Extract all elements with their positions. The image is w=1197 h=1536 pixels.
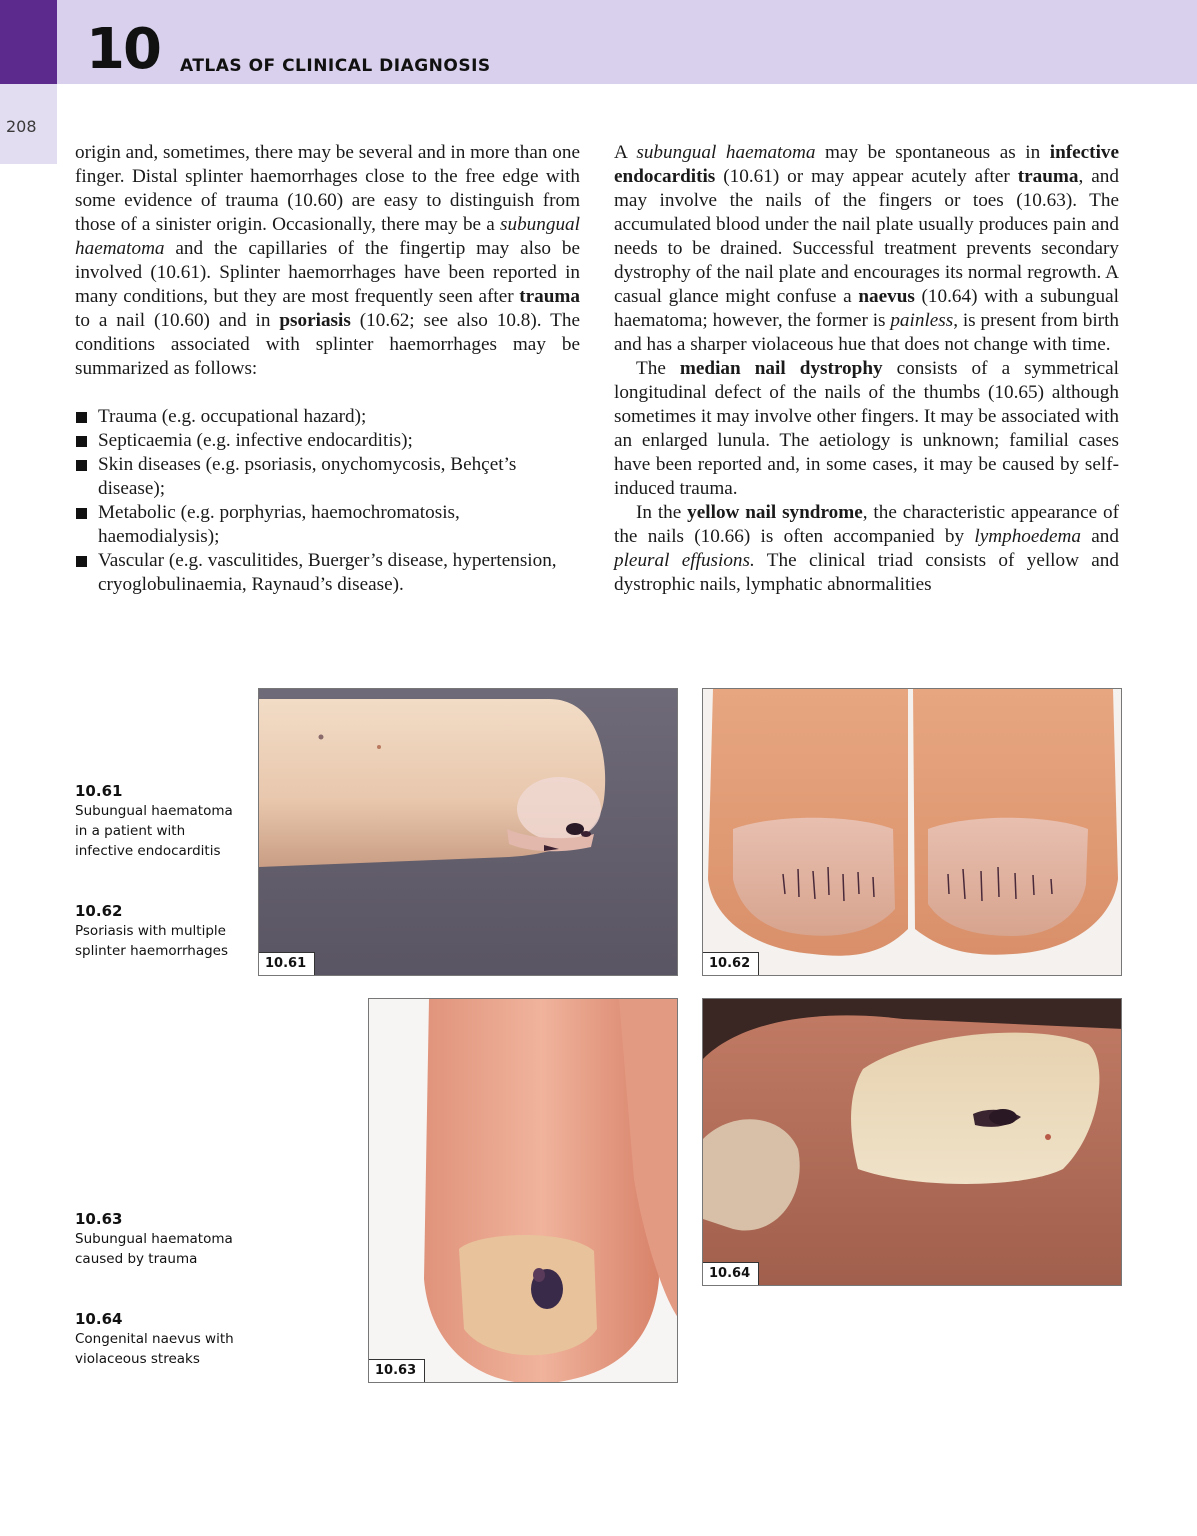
list-item: Skin diseases (e.g. psoriasis, onychomycosis, Behçet’s disease); (75, 453, 580, 501)
chapter-title: ATLAS OF CLINICAL DIAGNOSIS (180, 56, 491, 76)
list-item: Metabolic (e.g. porphyrias, haemochromatosis, haemodialysis); (75, 501, 580, 549)
figure-caption-10-64: 10.64 Congenital naevus with violaceous streaks (75, 1310, 234, 1367)
page-number: 208 (6, 117, 37, 136)
figure-caption-10-61: 10.61 Subungual haematoma in a patient with infective endocarditis (75, 782, 233, 859)
chapter-color-block (0, 0, 57, 84)
figure-label-10-62: 10.62 (703, 952, 759, 975)
finger-haematoma-illustration (259, 689, 678, 976)
figure-label-10-61: 10.61 (259, 952, 315, 975)
naevus-nail-illustration (703, 999, 1122, 1286)
list-item: Trauma (e.g. occupational hazard); (75, 405, 580, 429)
left-paragraph-1: origin and, sometimes, there may be several and in more than one finger. Distal splinter haemorrhages close to the free edge with some evidence of trauma (10.60) are easy to distinguish from those of a sinister origin. Occasionally, there may be a subungual haematoma and the capillaries of the fingertip may also be involved (10.61). Splinter haemorrhages have been reported in many conditions, but they are most frequently seen after trauma to a nail (10.60) and in psoriasis (10.62; see also 10.8). The conditions associated with splinter haemorrhages may be summarized as follows: (75, 142, 580, 379)
figure-10-64-photo (702, 998, 1122, 1286)
figure-10-61-photo (258, 688, 678, 976)
figure-caption-10-63: 10.63 Subungual haematoma caused by trauma (75, 1210, 233, 1267)
list-item: Vascular (e.g. vasculitides, Buerger’s disease, hypertension, cryoglobulinaemia, Raynaud’s disease). (75, 549, 580, 597)
right-paragraph-1: A subungual haematoma may be spontaneous as in infective endocarditis (10.61) or may appear acutely after trauma, and may involve the nails of the fingers or toes (10.63). The accumulated blood under the nail plate usually produces pain and needs to be drained. Successful treatment prevents secondary dystrophy of the nail plate and encourages its normal regrowth. A casual glance might confuse a naevus (10.64) with a subungual haematoma; however, the former is painless, is present from birth and has a sharper violaceous hue that does not change with time. (614, 142, 1120, 355)
figure-label-10-63: 10.63 (369, 1359, 425, 1382)
figure-caption-10-62: 10.62 Psoriasis with multiple splinter haemorrhages (75, 902, 229, 959)
left-text-column (75, 141, 580, 597)
figure-10-62-photo (702, 688, 1122, 976)
list-item: Septicaemia (e.g. infective endocarditis); (75, 429, 580, 453)
right-paragraph-2: The median nail dystrophy consists of a symmetrical longitudinal defect of the nails of the thumbs (10.65) although sometimes it may involve other fingers. It may be associated with an enlarged lunula. The aetiology is unknown; familial cases have been reported and, in some cases, it may be caused by self-induced trauma. (614, 358, 1120, 499)
toe-haematoma-illustration (369, 999, 678, 1383)
chapter-number: 10 (86, 17, 160, 82)
figure-label-10-64: 10.64 (703, 1262, 759, 1285)
figure-10-63-photo (368, 998, 678, 1383)
right-text-column (614, 141, 1119, 597)
thumbnails-splinter-illustration (703, 689, 1122, 976)
conditions-list (75, 405, 580, 597)
right-paragraph-3: In the yellow nail syndrome, the characteristic appearance of the nails (10.66) is often accompanied by lymphoedema and pleural effusions. The clinical triad consists of yellow and dystrophic nails, lymphatic abnormalities (614, 502, 1119, 595)
